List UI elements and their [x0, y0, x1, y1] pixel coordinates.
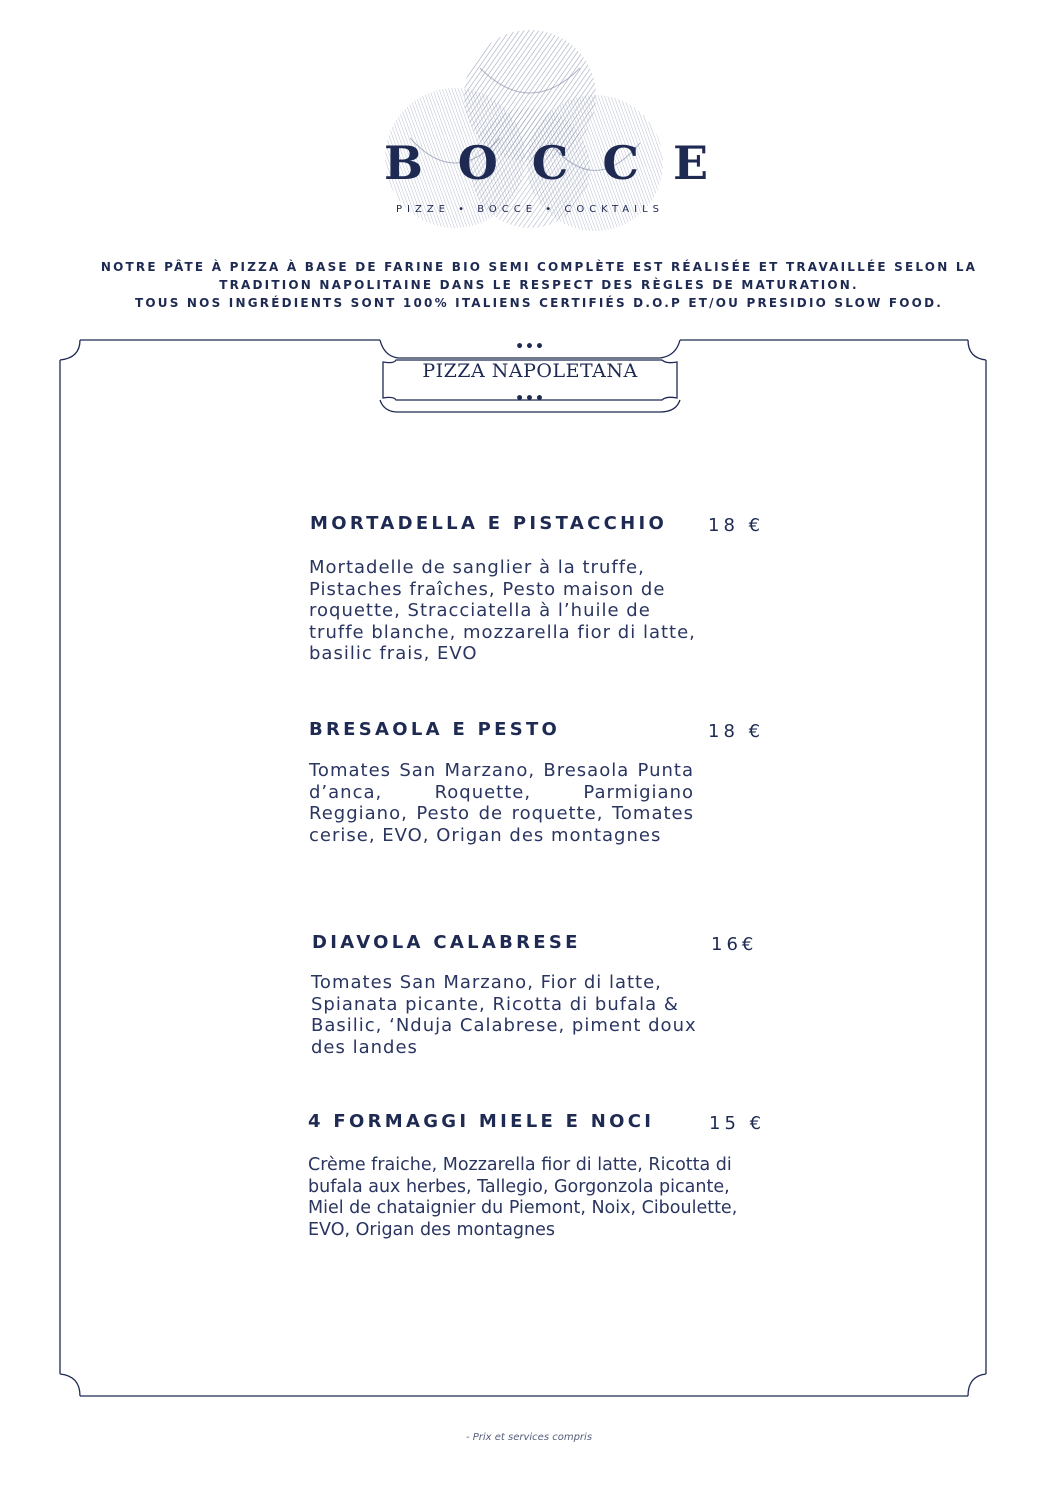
item-description: Tomates San Marzano, Bresaola Punta d’anca, Roquette, Parmigiano Reggiano, Pesto de roquette, Tomates cerise, EVO, Origan des montagnes — [309, 760, 694, 846]
item-name: MORTADELLA E PISTACCHIO — [310, 513, 668, 534]
item-price: 18 € — [708, 515, 765, 536]
footer-note: - Prix et services compris — [465, 1432, 593, 1443]
item-description: Tomates San Marzano, Fior di latte, Spianata picante, Ricotta di bufala & Basilic, ‘Nduja Calabrese, piment doux des landes — [311, 972, 697, 1058]
item-description: Mortadelle de sanglier à la truffe, Pistaches fraîches, Pesto maison de roquette, Stracciatella à l’huile de truffe blanche, mozzarella fior di latte, basilic frais, EVO — [309, 557, 696, 664]
intro-line-2: TRADITION NAPOLITAINE DANS LE RESPECT DES RÈGLES DE MATURATION. — [219, 278, 859, 292]
intro-line-3: TOUS NOS INGRÉDIENTS SONT 100% ITALIENS CERTIFIÉS D.O.P ET/OU PRESIDIO SLOW FOOD. — [134, 296, 943, 310]
item-price: 18 € — [708, 721, 765, 742]
ornament-dots-bottom: ••• — [515, 391, 545, 407]
brand-name: BOCCE — [384, 136, 743, 190]
item-name: 4 FORMAGGI MIELE E NOCI — [308, 1111, 655, 1132]
ornament-dots-top: ••• — [515, 339, 545, 355]
item-price: 15 € — [709, 1113, 766, 1134]
item-name: BRESAOLA E PESTO — [309, 719, 561, 740]
item-name: DIAVOLA CALABRESE — [312, 932, 581, 953]
intro-line-1: NOTRE PÂTE À PIZZA À BASE DE FARINE BIO SEMI COMPLÈTE EST RÉALISÉE ET TRAVAILLÉE SELON LA — [100, 260, 978, 274]
section-title: PIZZA NAPOLETANA — [422, 360, 638, 382]
item-price: 16€ — [711, 934, 758, 955]
brand-tagline: PIZZE • BOCCE • COCKTAILS — [395, 204, 664, 215]
item-description: Crème fraiche, Mozzarella fior di latte, Ricotta di bufala aux herbes, Tallegio, Gorgonzola picante, Miel de chataignier du Piemont, Noix, Ciboulette, EVO, Origan des montagnes — [308, 1155, 738, 1240]
